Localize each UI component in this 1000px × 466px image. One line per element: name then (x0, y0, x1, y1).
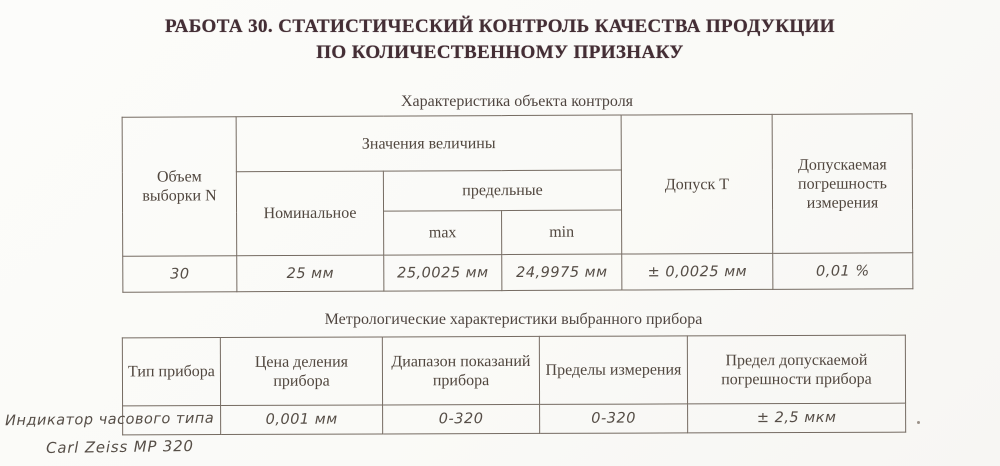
header-min: min (502, 210, 622, 255)
instrument-model-annotation: Carl Zeiss MP 320 (45, 436, 194, 458)
table-row (123, 403, 906, 435)
header-instrument-type: Тип прибора (122, 338, 220, 406)
value-indication-range: 0-320 (438, 411, 484, 428)
value-min: 24,9975 мм (516, 264, 608, 281)
value-measuring-range: 0-320 (591, 410, 636, 427)
value-scale-division: 0,001 мм (265, 411, 338, 428)
document-title-line2: ПО КОЛИЧЕСТВЕННОМУ ПРИЗНАКУ (316, 42, 684, 63)
header-allowed-measure-error: Допускаемая погрешность измерения (772, 114, 913, 254)
document-title (0, 14, 1000, 66)
value-nominal: 25 мм (286, 265, 335, 282)
header-instrument-error-limit: Предел допускаемой погрешности прибора (687, 335, 905, 404)
value-allowed-measure-error: 0,01 % (815, 262, 870, 280)
header-tolerance: Допуск Т (621, 114, 773, 254)
instrument-characteristics-table (4, 335, 906, 436)
value-instrument-error-limit: ± 2,5 мкм (756, 409, 837, 427)
object-control-table (122, 113, 914, 292)
header-values-group: Значения величины (236, 115, 621, 172)
header-scale-division: Цена деления прибора (220, 337, 382, 406)
scan-speck (917, 421, 920, 424)
header-nominal: Номинальное (236, 171, 383, 256)
table-row (123, 253, 913, 292)
value-tolerance: ± 0,0025 мм (647, 263, 748, 280)
header-max: max (384, 211, 502, 256)
table1-caption: Характеристика объекта контроля (400, 93, 634, 110)
table2-caption: Метрологические характеристики выбранного прибора (324, 311, 703, 328)
value-max: 25,0025 мм (397, 264, 489, 282)
value-sample-volume: 30 (170, 265, 190, 283)
header-limits-group: предельные (383, 170, 621, 211)
header-indication-range: Диапазон показаний прибора (382, 336, 539, 405)
value-instrument-type: Индикатор часового типа (4, 410, 215, 430)
header-measuring-range: Пределы измерения (539, 336, 687, 405)
document-title-line1: РАБОТА 30. СТАТИСТИЧЕСКИЙ КОНТРОЛЬ КАЧЕСТВА ПРОДУКЦИИ (165, 16, 835, 37)
header-sample-volume: Объем выборки N (122, 117, 237, 256)
